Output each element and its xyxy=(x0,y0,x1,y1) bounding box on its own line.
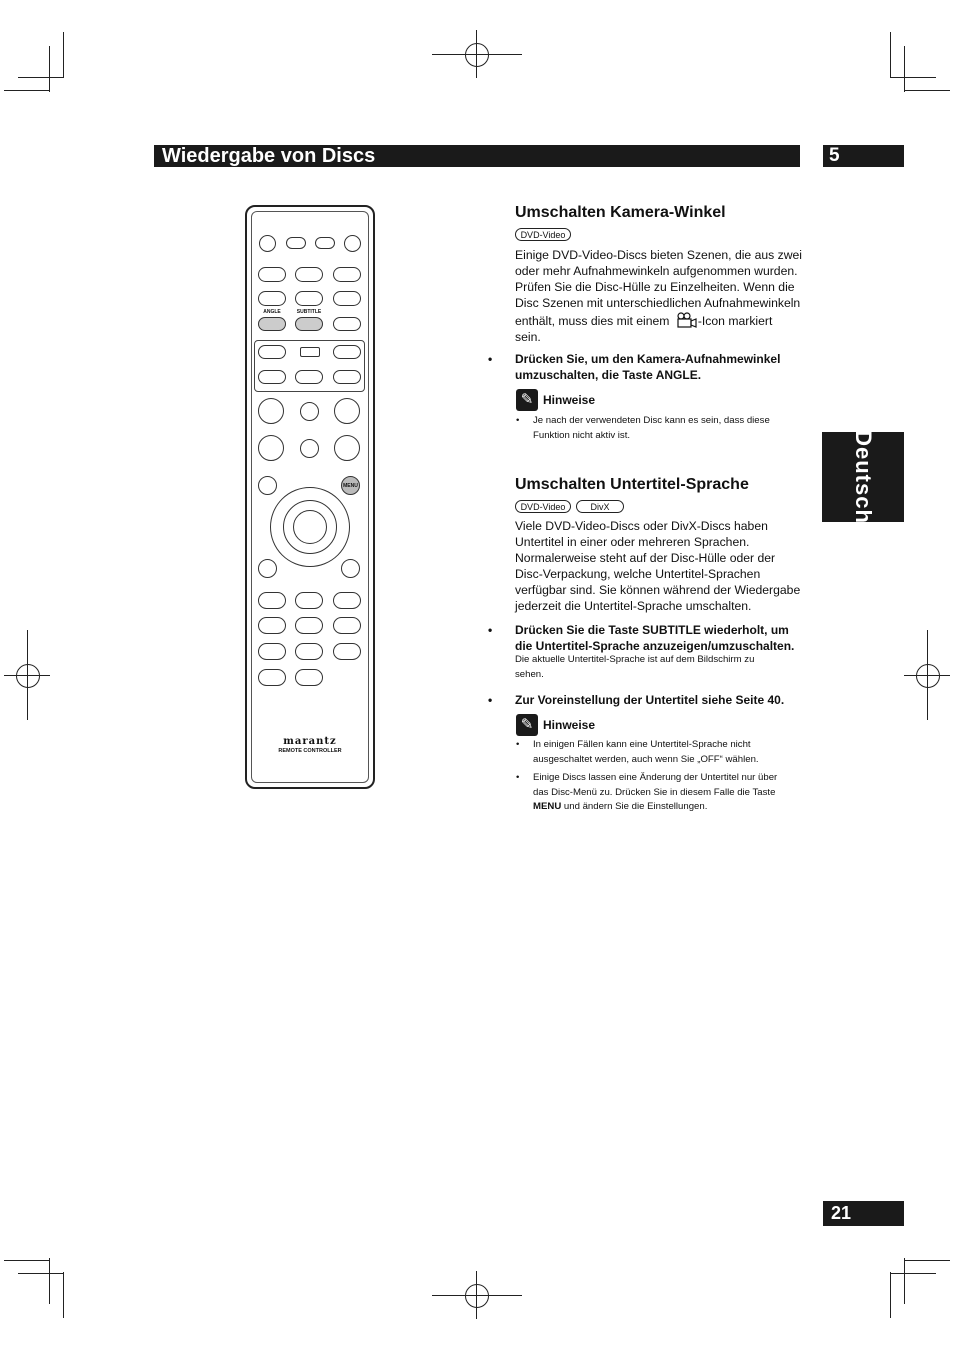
language-tab xyxy=(822,432,904,522)
dvd-video-badge: DVD-Video xyxy=(515,228,571,241)
remote-button xyxy=(341,559,360,578)
section2-instruction-1 xyxy=(515,622,805,682)
section2-paragraph xyxy=(515,518,805,614)
remote-button xyxy=(295,617,323,634)
remote-button xyxy=(300,439,319,458)
camera-icon xyxy=(676,312,698,328)
text-line: Viele DVD-Video-Discs oder DivX-Discs haben xyxy=(515,519,768,533)
remote-button xyxy=(334,398,360,424)
remote-button xyxy=(286,237,306,249)
remote-button xyxy=(258,398,284,424)
remote-button xyxy=(258,345,286,359)
text-line: das Disc-Menü zu. Drücken Sie in diesem Falle die Taste xyxy=(533,786,776,798)
remote-brand-logo: marantz xyxy=(283,736,337,747)
text-fragment: und ändern Sie die Einstellungen. xyxy=(561,801,708,812)
section1-note-title: Hinweise xyxy=(543,393,596,407)
section1-heading: Umschalten Kamera-Winkel xyxy=(515,204,726,221)
section2-note-2 xyxy=(533,771,803,815)
remote-button xyxy=(333,592,361,609)
text-fragment: enthält, muss dies mit einem xyxy=(515,314,670,328)
remote-button xyxy=(258,291,286,306)
bullet-marker: • xyxy=(488,623,493,637)
bullet-marker: • xyxy=(488,693,493,707)
remote-button xyxy=(300,402,319,421)
angle-label: ANGLE xyxy=(263,309,281,315)
bullet-marker: • xyxy=(488,352,493,366)
divx-badge: DivX xyxy=(576,500,624,513)
remote-button xyxy=(295,669,323,686)
page-number-text: 21 xyxy=(831,1203,852,1223)
text-line: umzuschalten, die Taste ANGLE. xyxy=(515,368,702,382)
remote-button xyxy=(295,592,323,609)
text-line: Normalerweise steht auf der Disc-Hülle oder der xyxy=(515,551,776,565)
remote-button xyxy=(333,370,361,384)
section2-heading: Umschalten Untertitel-Sprache xyxy=(515,476,749,493)
pencil-icon: ✎ xyxy=(516,389,538,411)
remote-button xyxy=(258,435,284,461)
section2-note-1 xyxy=(533,738,803,767)
text-line: Die aktuelle Untertitel-Sprache ist auf dem Bildschirm zu xyxy=(515,654,755,665)
remote-button xyxy=(333,291,361,306)
text-line: Drücken Sie, um den Kamera-Aufnahmewinkel xyxy=(515,352,781,366)
text-line: sein. xyxy=(515,330,541,344)
section2-instruction-2: Zur Voreinstellung der Untertitel siehe Seite 40. xyxy=(515,693,785,707)
remote-button xyxy=(258,592,286,609)
remote-button xyxy=(344,235,361,252)
section1-instruction xyxy=(515,351,805,383)
angle-button xyxy=(258,317,286,331)
remote-button xyxy=(333,267,361,282)
remote-button xyxy=(258,370,286,384)
remote-button xyxy=(258,476,277,495)
enter-button xyxy=(293,510,327,544)
bullet-marker: • xyxy=(516,772,520,783)
subtitle-label: SUBTITLE xyxy=(296,309,322,315)
remote-button xyxy=(333,317,361,331)
text-line: Je nach der verwendeten Disc kann es sein, dass diese xyxy=(533,415,770,426)
remote-button xyxy=(333,617,361,634)
section-title: Wiedergabe von Discs xyxy=(162,145,376,167)
section1-note xyxy=(533,414,803,443)
remote-button xyxy=(295,267,323,282)
text-line: jederzeit die Untertitel-Sprache umschalten. xyxy=(515,599,752,613)
text-fragment: -Icon markiert xyxy=(697,314,773,328)
remote-button xyxy=(258,617,286,634)
remote-button xyxy=(333,345,361,359)
pencil-icon: ✎ xyxy=(516,714,538,736)
language-tab-label: Deutsch xyxy=(851,430,876,524)
text-fragment: MENU xyxy=(533,801,562,812)
text-line: Prüfen Sie die Disc-Hülle zu Einzelheiten. Wenn die xyxy=(515,280,795,294)
text-line: Drücken Sie die Taste SUBTITLE wiederholt, um xyxy=(515,623,789,637)
text-line: Einige DVD-Video-Discs bieten Szenen, die aus zwei xyxy=(515,248,803,262)
remote-button xyxy=(258,559,277,578)
remote-button xyxy=(295,370,323,384)
dvd-video-badge: DVD-Video xyxy=(515,500,571,513)
remote-button xyxy=(258,669,286,686)
text-line xyxy=(515,312,805,329)
section2-note-title: Hinweise xyxy=(543,718,596,732)
remote-button xyxy=(258,643,286,660)
bullet-marker: • xyxy=(516,415,520,426)
remote-button xyxy=(295,643,323,660)
remote-button xyxy=(334,435,360,461)
remote-button xyxy=(258,267,286,282)
text-line: Disc-Verpackung, welche Untertitel-Sprachen xyxy=(515,567,761,581)
bullet-marker: • xyxy=(516,739,520,750)
remote-button xyxy=(333,643,361,660)
remote-button xyxy=(295,291,323,306)
text-line: verfügbar sind. Sie können während der Wiedergabe xyxy=(515,583,801,597)
text-line: Untertitel in einer oder mehreren Sprachen. xyxy=(515,535,750,549)
page-number xyxy=(823,1201,904,1226)
section-title-bar xyxy=(154,145,800,167)
text-line: oder mehr Aufnahmewinkeln aufgenommen wurden. xyxy=(515,264,798,278)
remote-button xyxy=(300,347,320,357)
text-line: Einige Discs lassen eine Änderung der Untertitel nur über xyxy=(533,772,778,783)
text-line: sehen. xyxy=(515,668,544,680)
text-line: ausgeschaltet werden, auch wenn Sie „OFF“ wählen. xyxy=(533,753,759,765)
text-line: Disc Szenen mit unterschiedlichen Aufnahmewinkeln xyxy=(515,296,801,310)
chapter-number xyxy=(823,145,904,167)
menu-label: MENU xyxy=(343,483,358,489)
remote-button xyxy=(315,237,335,249)
remote-caption: REMOTE CONTROLLER xyxy=(278,748,342,754)
text-line: die Untertitel-Sprache anzuzeigen/umzuschalten. xyxy=(515,639,795,653)
chapter-number-text: 5 xyxy=(829,145,840,166)
text-line xyxy=(533,800,803,815)
text-line: Funktion nicht aktiv ist. xyxy=(533,429,631,441)
remote-button xyxy=(259,235,276,252)
text-line: In einigen Fällen kann eine Untertitel-Sprache nicht xyxy=(533,739,751,750)
section1-paragraph xyxy=(515,247,805,345)
subtitle-button xyxy=(295,317,323,331)
